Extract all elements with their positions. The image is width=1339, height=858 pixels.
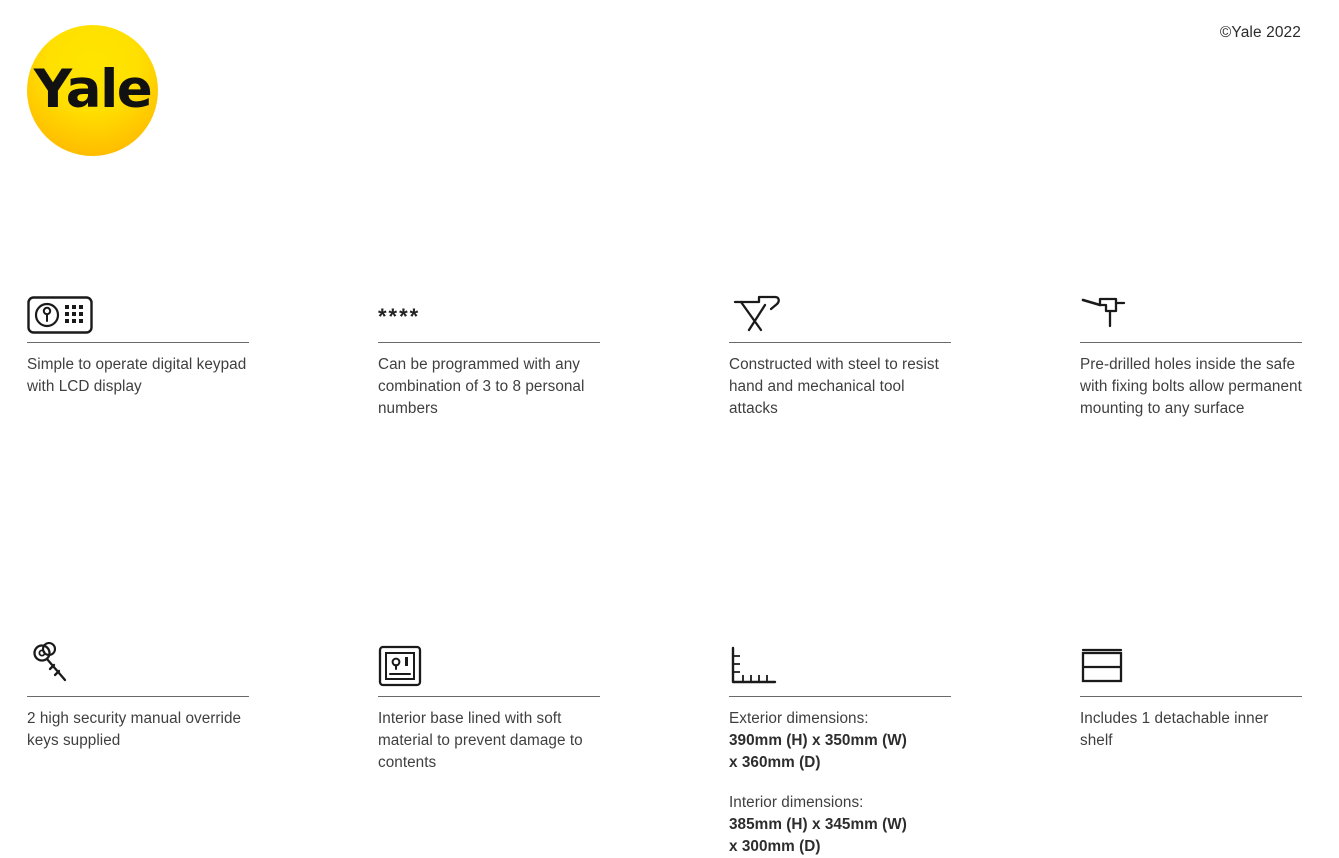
divider: [1080, 696, 1302, 697]
feature-item-mounting: [1080, 272, 1302, 420]
yale-logo-text: Yale: [33, 59, 152, 120]
divider: [27, 342, 249, 343]
divider: [27, 696, 249, 697]
copyright-notice: ©Yale 2022: [1219, 24, 1301, 41]
yale-logo: [27, 25, 158, 156]
exterior-dimensions-line2: x 360mm (D): [729, 754, 821, 771]
feature-item-keys: [27, 626, 249, 858]
feature-caption: Simple to operate digital keypad with LCD display: [27, 356, 247, 395]
feature-item-steel: [729, 272, 951, 420]
safe-icon: [378, 626, 600, 688]
feature-item-shelf: [1080, 626, 1302, 858]
feature-item-dimensions: [729, 626, 951, 858]
asterisk-code-text: ****: [378, 304, 421, 329]
divider: [378, 342, 600, 343]
feature-caption: 2 high security manual override keys supplied: [27, 710, 242, 749]
divider: [729, 342, 951, 343]
feature-caption: Includes 1 detachable inner shelf: [1080, 710, 1269, 749]
ruler-icon: [729, 626, 951, 688]
keys-icon: [27, 626, 249, 688]
feature-caption: Can be programmed with any combination of 3 to 8 personal numbers: [378, 356, 585, 417]
interior-dimensions: [729, 792, 951, 858]
shelf-icon: [1080, 626, 1302, 688]
divider: [378, 696, 600, 697]
interior-dimensions-line2: x 300mm (D): [729, 838, 821, 855]
interior-dimensions-label: Interior dimensions:: [729, 794, 864, 811]
asterisk-code-icon: [378, 272, 600, 334]
row-spacer: [378, 420, 729, 626]
row-spacer: [27, 420, 378, 626]
feature-item-lining: [378, 626, 600, 858]
row-spacer: [729, 420, 1080, 626]
keypad-lcd-icon: [27, 272, 249, 334]
exterior-dimensions-line1: 390mm (H) x 350mm (W): [729, 732, 907, 749]
interior-dimensions-line1: 385mm (H) x 345mm (W): [729, 816, 907, 833]
divider: [729, 696, 951, 697]
feature-item-keypad: [27, 272, 249, 420]
feature-caption: Pre-drilled holes inside the safe with fixing bolts allow permanent mounting to any surface: [1080, 356, 1302, 417]
feature-caption: Interior base lined with soft material to prevent damage to contents: [378, 710, 583, 771]
row-spacer: [1080, 420, 1339, 626]
feature-grid: [27, 272, 1302, 858]
exterior-dimensions-label: Exterior dimensions:: [729, 710, 869, 727]
feature-item-code: [378, 272, 600, 420]
drill-icon: [1080, 272, 1302, 334]
exterior-dimensions: [729, 708, 951, 774]
divider: [1080, 342, 1302, 343]
feature-caption: Constructed with steel to resist hand and mechanical tool attacks: [729, 356, 939, 417]
hammer-crowbar-icon: [729, 272, 951, 334]
